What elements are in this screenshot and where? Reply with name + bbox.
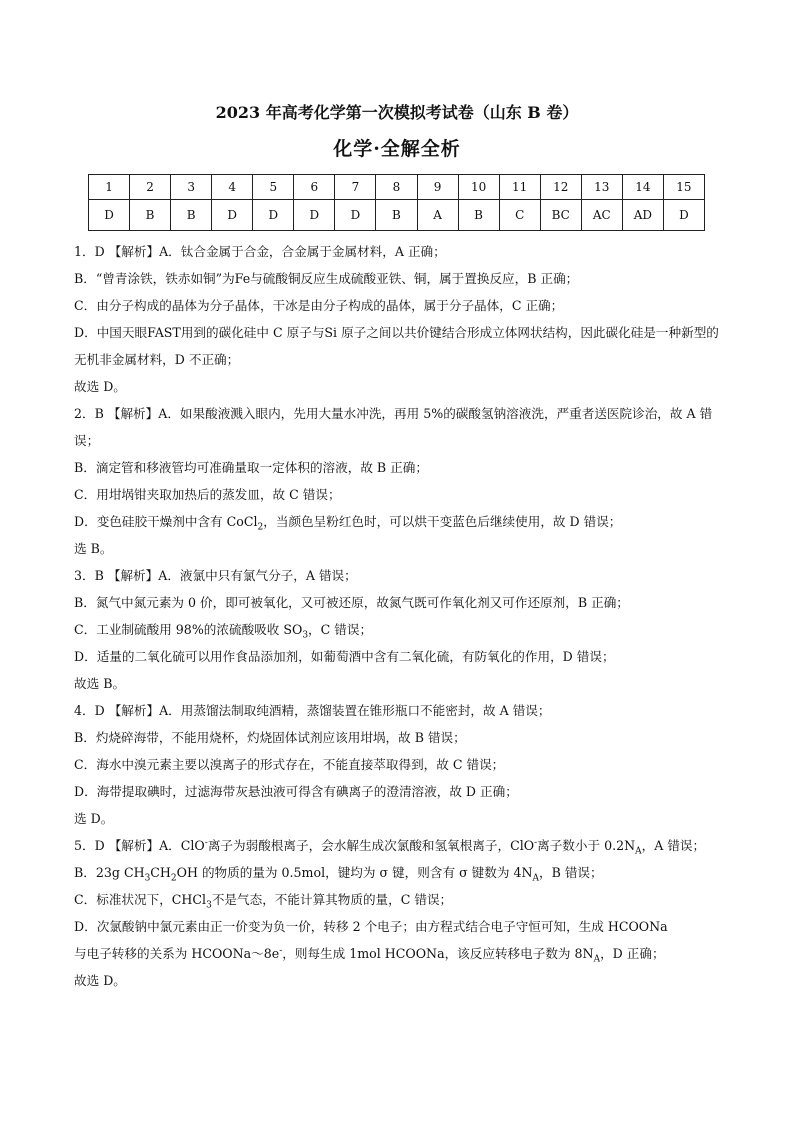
text-run: D．变色硅胶干燥剂中含有 CoCl (74, 514, 258, 529)
q1-line: B．“曾青涂铁，铁赤如铜”为Fe与硫酸铜反应生成硫酸亚铁、铜，属于置换反应，B 正确； (74, 271, 579, 286)
answer-table-answer-row (89, 200, 705, 231)
question-number-cell: 14 (622, 175, 663, 200)
answer-cell: B (376, 200, 417, 231)
text-run: ，A 错误； (641, 838, 706, 853)
q2-line (74, 508, 726, 535)
subscript: 3 (144, 873, 151, 884)
q1-line: D．中国天眼FAST用到的碳化硅中 C 原子与Si 原子之间以共价键结合形成立体网状结构，因此碳化硅是一种新型的无机非金属材料，D 不正确； (74, 325, 719, 367)
text-run: 离子为弱酸根离子，会水解生成次氯酸和氢氧根离子，ClO (207, 838, 535, 853)
q2-line: 2．B 【解析】A．如果酸液溅入眼内，先用大量水冲洗，再用 5%的碳酸氢钠溶液洗，严重者送医院诊治，故 A 错误； (74, 406, 713, 448)
answer-table (88, 174, 705, 231)
answer-cell: C (499, 200, 540, 231)
q3-line: B．氮气中氮元素为 0 价，即可被氧化，又可被还原，故氮气既可作氧化剂又可作还原剂，B 正确； (74, 595, 629, 610)
question-number-cell: 5 (253, 175, 294, 200)
question-number-cell: 2 (130, 175, 171, 200)
text-run: ，C 错误； (308, 622, 373, 637)
answer-cell: AD (622, 200, 663, 231)
q5-line (74, 832, 726, 859)
question-number-cell: 7 (335, 175, 376, 200)
q5-line: D．次氯酸钠中氯元素由正一价变为负一价，转移 2 个电子；由方程式结合电子守恒可知，生成 HCOONa (74, 919, 668, 934)
superscript: - (279, 945, 283, 956)
text-run: CH (150, 865, 171, 880)
subscript: 3 (302, 630, 309, 641)
subscript: 2 (170, 873, 177, 884)
question-number-cell: 10 (458, 175, 499, 200)
q3-line: D．适量的二氧化硫可以用作食品添加剂，如葡萄酒中含有二氧化硫，有防氧化的作用，D 错误； (74, 649, 615, 664)
q5-line (74, 940, 726, 967)
answer-table-number-row (89, 175, 705, 200)
text-run: C．标准状况下，CHCl (74, 892, 207, 907)
answer-cell: B (130, 200, 171, 231)
q4-line: 4．D 【解析】A．用蒸馏法制取纯酒精，蒸馏装置在锥形瓶口不能密封，故 A 错误； (74, 703, 551, 718)
question-number-cell: 9 (417, 175, 458, 200)
subscript: A (593, 954, 601, 965)
text-run: 离子数小于 0.2N (537, 838, 636, 853)
question-number-cell: 13 (581, 175, 622, 200)
text-run: ，当颜色呈粉红色时，可以烘干变蓝色后继续使用，故 D 错误； (263, 514, 622, 529)
question-number-cell: 6 (294, 175, 335, 200)
q2-conclusion: 选 B。 (74, 541, 113, 556)
text-run: C．工业制硫酸用 98%的浓硫酸吸收 SO (74, 622, 303, 637)
question-number-cell: 4 (212, 175, 253, 200)
text-run: 与电子转移的关系为 HCOONa～8e (74, 946, 280, 961)
q5-conclusion: 故选 D。 (74, 973, 126, 988)
subscript: 3 (206, 900, 212, 911)
question-number-cell: 8 (376, 175, 417, 200)
explanations (74, 238, 726, 994)
q1-line: 1．D 【解析】A．钛合金属于合金，合金属于金属材料，A 正确； (74, 244, 446, 259)
question-number-cell: 3 (171, 175, 212, 200)
answer-cell: D (663, 200, 704, 231)
answer-cell: D (335, 200, 376, 231)
subscript: 2 (257, 522, 264, 533)
question-number-cell: 15 (663, 175, 704, 200)
q3-line (74, 616, 726, 643)
q3-line: 3．B 【解析】A．液氯中只有氯气分子，A 错误； (74, 568, 357, 583)
q5-line (74, 886, 726, 913)
superscript: - (534, 837, 538, 848)
superscript: - (204, 837, 208, 848)
answer-cell: D (212, 200, 253, 231)
q2-line: C．用坩埚钳夹取加热后的蒸发皿，故 C 错误； (74, 487, 341, 502)
subscript: A (532, 873, 539, 884)
text-run: ，B 错误； (538, 865, 603, 880)
answer-cell: D (89, 200, 130, 231)
document-subtitle: 化学·全解全析 (333, 138, 461, 160)
text-run: ，D 正确； (600, 946, 665, 961)
question-number-cell: 11 (499, 175, 540, 200)
q5-line (74, 859, 726, 886)
question-number-cell: 12 (540, 175, 581, 200)
text-run: B．23g CH (74, 865, 145, 880)
answer-cell: D (253, 200, 294, 231)
q2-line: B．滴定管和移液管均可准确量取一定体积的溶液，故 B 正确； (74, 460, 428, 475)
text-run: OH 的物质的量为 0.5mol，键均为 σ 键，则含有 σ 键数为 4N (176, 865, 533, 880)
answer-cell: B (171, 200, 212, 231)
answer-cell: A (417, 200, 458, 231)
q4-line: C．海水中溴元素主要以溴离子的形式存在，不能直接萃取得到，故 C 错误； (74, 757, 505, 772)
question-number-cell: 1 (89, 175, 130, 200)
q3-conclusion: 故选 B。 (74, 676, 126, 691)
answer-cell: BC (540, 200, 581, 231)
subscript: A (635, 846, 642, 857)
answer-cell: D (294, 200, 335, 231)
text-run: 5．D 【解析】A．ClO (74, 838, 205, 853)
q1-line: C．由分子构成的晶体为分子晶体，干冰是由分子构成的晶体，属于分子晶体，C 正确； (74, 298, 564, 313)
q4-conclusion: 选 D。 (74, 811, 114, 826)
text-run: ，则每生成 1mol HCOONa，该反应转移电子数为 8N (282, 946, 594, 961)
document-title: 2023 年高考化学第一次模拟考试卷（山东 B 卷） (215, 103, 579, 122)
answer-cell: AC (581, 200, 622, 231)
text-run: 不是气态，不能计算其物质的量，C 错误； (211, 892, 453, 907)
q4-line: D．海带提取碘时，过滤海带灰悬浊液可得含有碘离子的澄清溶液，故 D 正确； (74, 784, 518, 799)
q4-line: B．灼烧碎海带，不能用烧杯，灼烧固体试剂应该用坩埚，故 B 错误； (74, 730, 466, 745)
answer-cell: B (458, 200, 499, 231)
q1-conclusion: 故选 D。 (74, 379, 126, 394)
